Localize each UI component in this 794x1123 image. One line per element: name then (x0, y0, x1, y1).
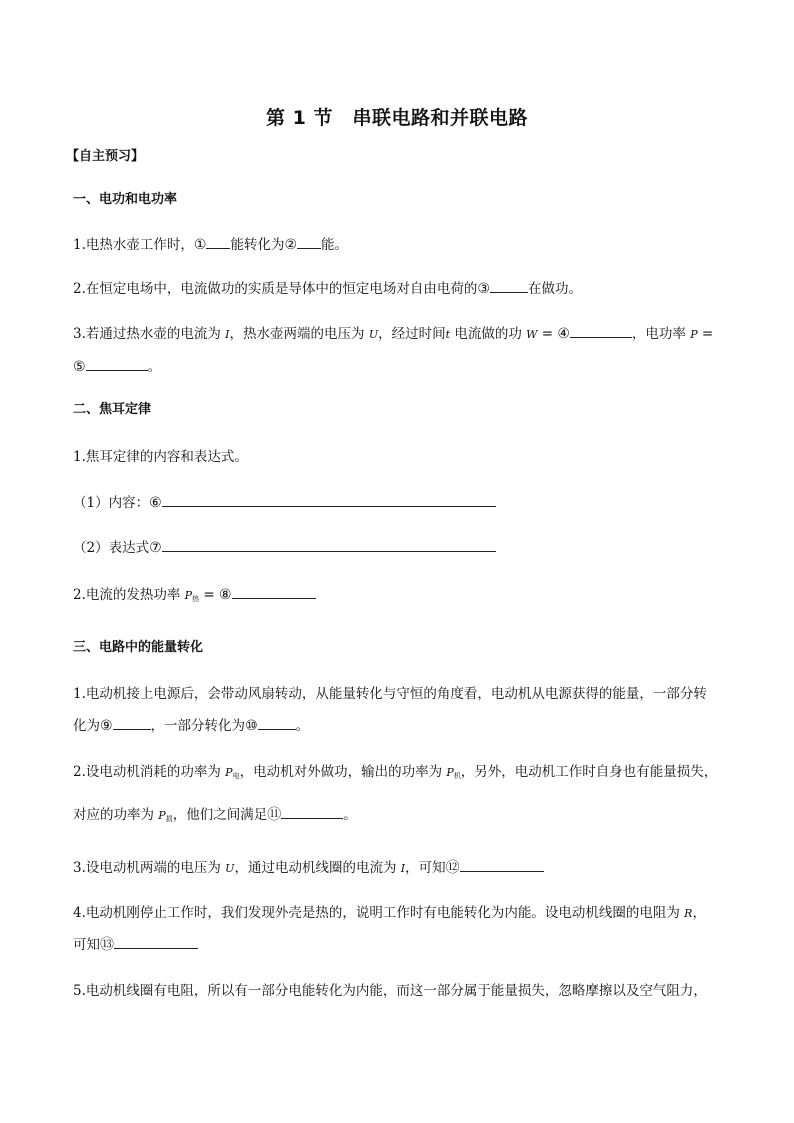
blank-number-3: ③ (477, 281, 490, 297)
answer-blank-12[interactable] (460, 857, 544, 872)
section-heading-1: 一、电功和电功率 (73, 192, 178, 207)
s3-item-1: 1.电动机接上电源后，会带动风扇转动，从能量转化与守恒的角度看，电动机从电源获得的能量，一部分转 (73, 686, 707, 702)
s1-item-3-cont: ⑤ 。 (73, 356, 161, 377)
page-title: 第 1 节 串联电路和并联电路 (266, 107, 528, 129)
s3-item-1-cont: 化为⑨ ，一部分转化为⑩ 。 (73, 715, 309, 736)
blank-number-2: ② (284, 237, 298, 253)
blank-number-13: ⑬ (100, 937, 114, 953)
s3-item-4-cont: 可知⑬ (73, 934, 198, 955)
answer-blank-3[interactable] (490, 278, 528, 293)
section-heading-2: 二、焦耳定律 (73, 402, 152, 417)
s3-item-2: 2.设电动机消耗的功率为 $P_电$，电动机对外做功，输出的功率为 $P_机$，另外，电动机工作时自身也有能量损失， (73, 764, 718, 780)
answer-blank-5[interactable] (86, 356, 148, 371)
blank-number-7: ⑦ (149, 540, 162, 556)
s1-item-1: 1.电热水壶工作时，① 能转化为② 能。 (73, 234, 348, 255)
s1-item-2: 2.在恒定电场中，电流做功的实质是导体中的恒定电场对自由电荷的③ 在做功。 (73, 278, 582, 299)
s2-item-expression: （2）表达式⑦ (73, 537, 496, 558)
s2-item-content: （1）内容：⑥ (73, 492, 496, 513)
s1-item-3: 3.若通过热水壶的电流为 I，热水壶两端的电压为 U，经过时间t 电流做的功 W = ④ ，电功率 P = (73, 323, 713, 345)
blank-number-10: ⑩ (245, 718, 258, 734)
s3-item-5: 5.电动机线圈有电阻，所以有一部分电能转化为内能，而这一部分属于能量损失，忽略摩擦以及空气阻力， (73, 983, 707, 999)
s3-item-2-cont: 对应的功率为 $P_损$，他们之间满足⑪ 。 (73, 804, 357, 829)
s2-item-2: 2.电流的发热功率 $P_热$ = ⑧ (73, 584, 316, 609)
answer-blank-1[interactable] (206, 234, 230, 249)
blank-number-5: ⑤ (73, 359, 86, 375)
answer-blank-9[interactable] (113, 715, 151, 730)
answer-blank-4[interactable] (570, 323, 632, 338)
s3-item-4: 4.电动机刚停止工作时，我们发现外壳是热的，说明工作时有电能转化为内能。设电动机线圈的电阻为 R， (73, 905, 706, 921)
section-label: 【自主预习】 (66, 149, 145, 164)
answer-blank-2[interactable] (297, 234, 321, 249)
answer-blank-13[interactable] (114, 934, 198, 949)
blank-number-12: ⑫ (445, 860, 460, 876)
section-heading-3: 三、电路中的能量转化 (73, 640, 204, 655)
blank-number-8: ⑧ (218, 587, 232, 603)
answer-blank-11[interactable] (281, 804, 343, 819)
answer-blank-7[interactable] (162, 537, 496, 552)
answer-blank-8[interactable] (232, 584, 316, 599)
s3-item-3: 3.设电动机两端的电压为 U，通过电动机线圈的电流为 I，可知⑫ (73, 857, 544, 879)
blank-number-6: ⑥ (149, 495, 162, 511)
blank-number-4: ④ (557, 326, 570, 342)
s2-item-1: 1.焦耳定律的内容和表达式。 (73, 449, 248, 465)
blank-number-1: ① (193, 237, 207, 253)
blank-number-9: ⑨ (100, 718, 113, 734)
blank-number-11: ⑪ (267, 807, 282, 823)
answer-blank-6[interactable] (162, 492, 496, 507)
answer-blank-10[interactable] (258, 715, 296, 730)
